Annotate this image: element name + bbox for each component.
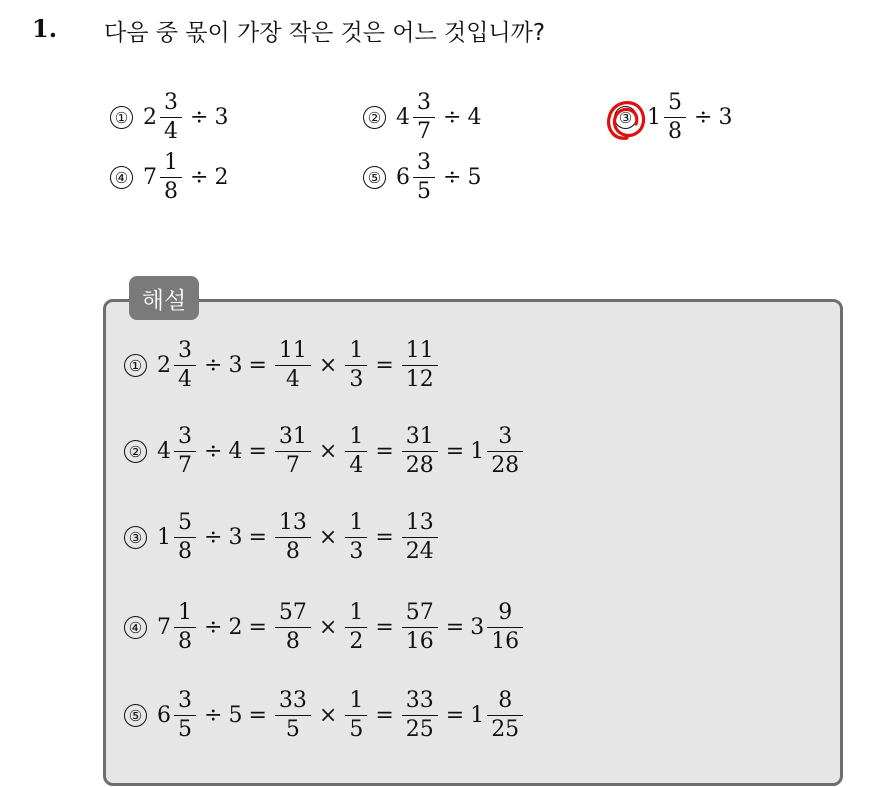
mixed-fraction: $\frac{8}{25}$ [489,690,521,741]
equals-sign: = [375,439,394,464]
fraction: $\frac{3}{5}$ [415,152,433,203]
option-number: ④ [124,616,147,639]
divide-sign: ÷ [190,105,209,130]
times-sign: × [318,703,338,728]
divide-sign: ÷ [204,525,223,550]
divide-sign: ÷ [443,165,462,190]
option-number: ③ [614,106,637,129]
option-1[interactable] [110,92,228,143]
whole-number: 6 [396,165,410,190]
fraction: $\frac{3}{5}$ [176,690,194,741]
whole-number: 2 [157,353,171,378]
times-sign: × [318,615,338,640]
equals-sign: = [248,615,267,640]
fraction: $\frac{1}{3}$ [347,512,365,563]
solution-tag: 해설 [129,276,199,320]
fraction: $\frac{3}{4}$ [176,340,194,391]
fraction: $\frac{1}{8}$ [176,602,194,653]
fraction: $\frac{1}{2}$ [347,602,365,653]
equals-sign: = [445,439,465,464]
divide-sign: ÷ [694,105,713,130]
fraction: $\frac{13}{8}$ [277,512,309,563]
result-fraction: $\frac{33}{25}$ [404,690,436,741]
mixed-whole: 1 [470,439,485,464]
mixed-whole: 3 [470,615,485,640]
option-number: ④ [110,166,133,189]
fraction: $\frac{31}{7}$ [277,426,309,477]
equals-sign: = [375,615,394,640]
result-fraction: $\frac{11}{12}$ [404,340,436,391]
whole-number: 4 [157,439,171,464]
option-number: ⑤ [363,166,386,189]
times-sign: × [318,439,338,464]
fraction: $\frac{57}{8}$ [277,602,309,653]
result-fraction: $\frac{31}{28}$ [404,426,436,477]
question-number: 1. [32,14,58,43]
option-number: ⑤ [124,704,147,727]
whole-number: 2 [143,105,157,130]
solution-line-4 [124,602,525,653]
solution-line-5 [124,690,525,741]
equals-sign: = [445,615,465,640]
whole-number: 1 [157,525,171,550]
solution-line-1 [124,340,440,391]
option-4[interactable] [110,152,228,203]
result-fraction: $\frac{57}{16}$ [404,602,436,653]
option-2[interactable] [363,92,481,143]
divide-sign: ÷ [204,703,223,728]
solution-line-3 [124,512,440,563]
fraction: $\frac{5}{8}$ [666,92,684,143]
equals-sign: = [248,525,267,550]
fraction: $\frac{11}{4}$ [277,340,309,391]
divide-sign: ÷ [204,353,223,378]
equals-sign: = [248,353,267,378]
result-fraction: $\frac{13}{24}$ [404,512,436,563]
equals-sign: = [445,703,465,728]
divisor: 2 [214,165,229,190]
fraction: $\frac{3}{7}$ [415,92,433,143]
equals-sign: = [248,439,267,464]
divisor: 5 [467,165,482,190]
fraction: $\frac{33}{5}$ [277,690,309,741]
fraction: $\frac{5}{8}$ [176,512,194,563]
option-number: ② [124,440,147,463]
divisor: 3 [228,525,243,550]
fraction: $\frac{3}{4}$ [162,92,180,143]
fraction: $\frac{1}{5}$ [347,690,365,741]
mixed-fraction: $\frac{9}{16}$ [489,602,521,653]
whole-number: 7 [143,165,157,190]
fraction: $\frac{3}{7}$ [176,426,194,477]
option-5[interactable] [363,152,481,203]
divisor: 4 [467,105,482,130]
divide-sign: ÷ [443,105,462,130]
divisor: 5 [228,703,243,728]
fraction: $\frac{1}{3}$ [347,340,365,391]
option-number: ① [124,354,147,377]
mixed-fraction: $\frac{3}{28}$ [489,426,521,477]
divisor: 3 [718,105,733,130]
divide-sign: ÷ [204,615,223,640]
equals-sign: = [375,525,394,550]
fraction: $\frac{1}{8}$ [162,152,180,203]
divisor: 3 [214,105,229,130]
times-sign: × [318,353,338,378]
solution-line-2 [124,426,525,477]
question-text: 다음 중 몫이 가장 작은 것은 어느 것입니까? [104,20,546,46]
equals-sign: = [248,703,267,728]
whole-number: 4 [396,105,410,130]
option-number: ③ [124,526,147,549]
divide-sign: ÷ [190,165,209,190]
fraction: $\frac{1}{4}$ [347,426,365,477]
equals-sign: = [375,353,394,378]
whole-number: 6 [157,703,171,728]
divide-sign: ÷ [204,439,223,464]
divisor: 2 [228,615,243,640]
divisor: 3 [228,353,243,378]
whole-number: 7 [157,615,171,640]
option-number: ② [363,106,386,129]
divisor: 4 [228,439,243,464]
equals-sign: = [375,703,394,728]
option-number: ① [110,106,133,129]
times-sign: × [318,525,338,550]
mixed-whole: 1 [470,703,485,728]
answer-circle-mark [605,98,647,142]
whole-number: 1 [647,105,661,130]
